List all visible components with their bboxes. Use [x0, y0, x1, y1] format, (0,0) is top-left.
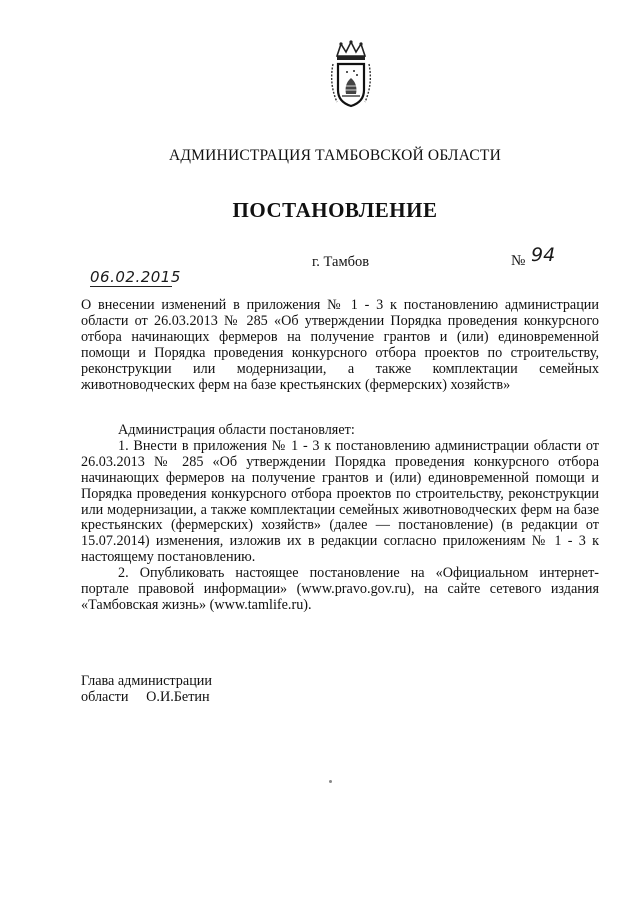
coat-of-arms-icon: [327, 40, 375, 112]
signature-title: Глава администрации: [81, 673, 212, 689]
scan-speck: [329, 780, 332, 783]
body-item-1: 1. Внести в приложения № 1 - 3 к постановлению администрации области от 26.03.2013 № 285 «Об утверждении Порядка проведения конкурсного отбора начинающих фермеров на получение грантов и (или) единовременной помощи и Порядка проведения конкурсного отбора проектов по строительству, реконструкции или модернизации, а также комплектации семейных животноводческих ферм на базе крестьянских (фермерских) хозяйств» (далее — постановление) (в редакции от 15.07.2014) изменения, изложив их в редакции согласно приложениям № 1 - 3 к настоящему постановлению.: [81, 437, 599, 566]
document-title: О внесении изменений в приложения № 1 - 3 к постановлению администрации области от 26.03.2013 № 285 «Об утверждении Порядка проведения конкурсного отбора начинающих фермеров на получение грантов и (или) единовременной помощи и Порядка проведения конкурсного отбора проектов по строительству, реконструкции или модернизации, а также комплектации семейных животноводческих ферм на базе крестьянских (фермерских) хозяйств»: [81, 297, 599, 393]
signatory-name: О.И.Бетин: [146, 688, 210, 705]
number-label: №: [511, 253, 526, 269]
signature-region: области: [81, 688, 129, 705]
handwritten-number: 94: [531, 244, 556, 266]
city-label: г. Тамбов: [312, 254, 370, 270]
signature-block: [81, 674, 212, 705]
document-type-heading: ПОСТАНОВЛЕНИЕ: [232, 198, 438, 222]
handwritten-date: 06.02.2015: [90, 268, 181, 286]
body-item-2: 2. Опубликовать настоящее постановление на «Официальном интернет-портале правовой информации» (www.pravo.gov.ru), на сайте сетевого издания «Тамбовская жизнь» (www.tamlife.ru).: [81, 565, 599, 613]
date-underline: [90, 286, 172, 287]
body-intro: Администрация области постановляет:: [118, 422, 355, 438]
signature-row: [81, 690, 212, 706]
document-body: [81, 423, 599, 614]
organization-name: АДМИНИСТРАЦИЯ ТАМБОВСКОЙ ОБЛАСТИ: [169, 147, 501, 164]
